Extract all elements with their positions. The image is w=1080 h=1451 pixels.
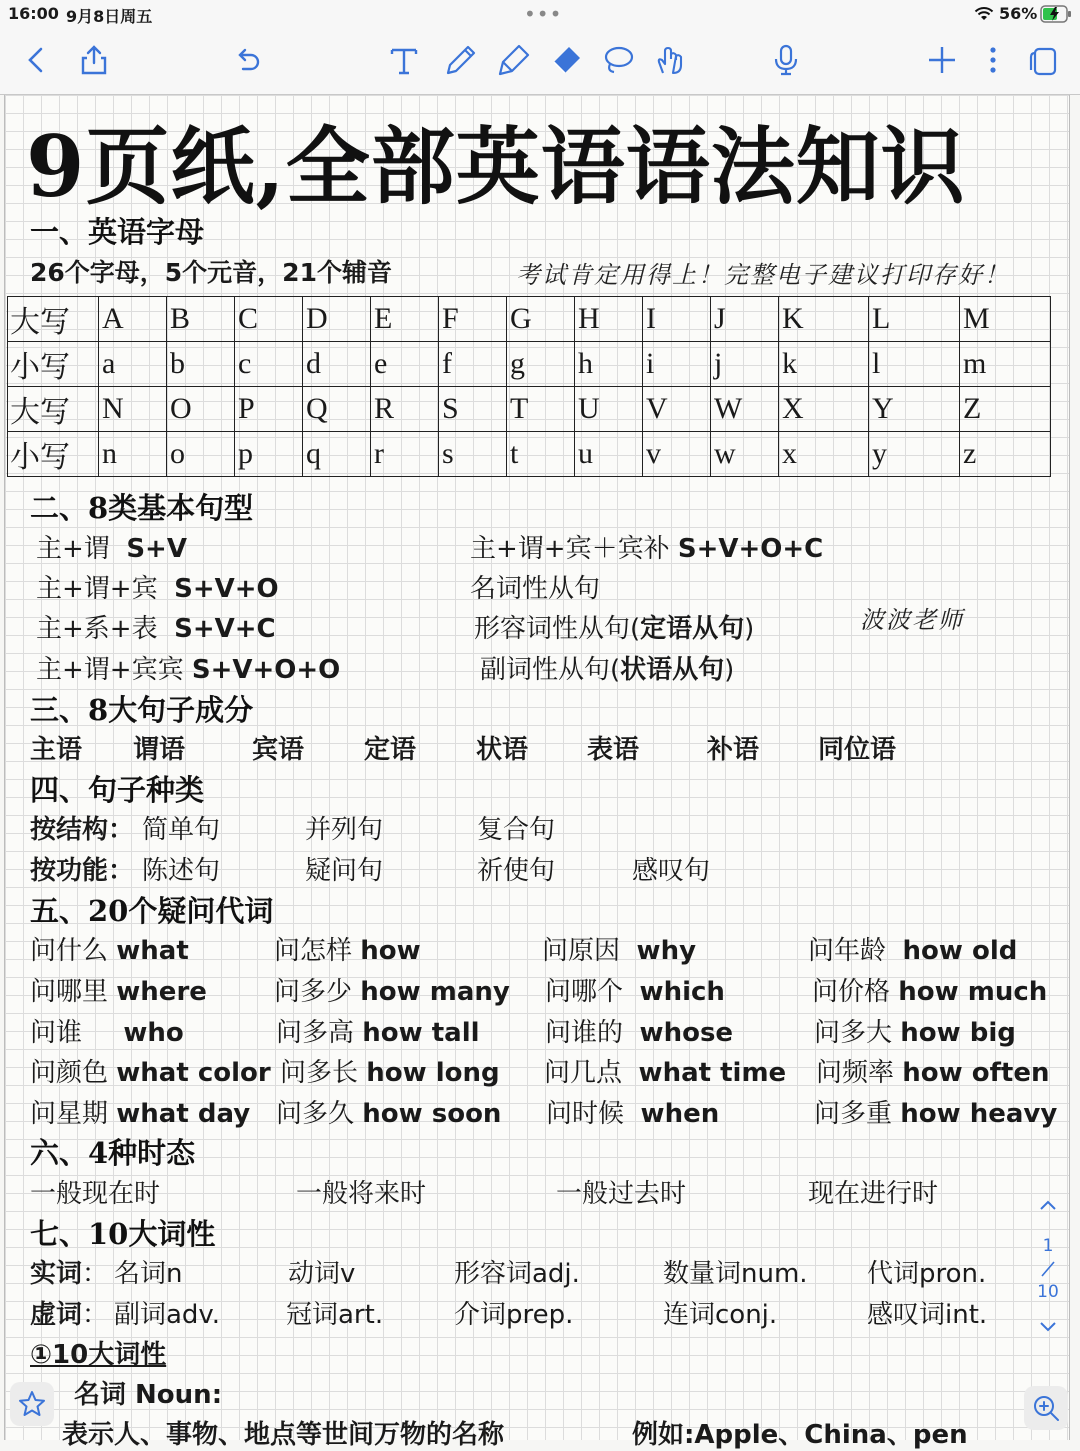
letter-cell: r — [371, 432, 439, 477]
letter-cell: u — [575, 432, 643, 477]
section-sentence-patterns-heading: 二、8类基本句型 — [30, 491, 254, 525]
interrogative-cn: 问多高 — [276, 1018, 355, 1048]
lasso-icon — [601, 43, 635, 77]
section-alphabet-heading: 一、英语字母 — [30, 215, 205, 249]
interrogative-item — [545, 971, 725, 1008]
table-row — [8, 297, 1051, 342]
letter-cell: v — [643, 432, 711, 477]
pattern-cn: 副词性从句( — [480, 655, 621, 685]
letter-cell: p — [235, 432, 303, 477]
interrogative-item — [276, 1093, 501, 1130]
section-sentence-components-heading: 三、8大句子成分 — [30, 693, 254, 727]
alphabet-subtitle: 26个字母，5个元音，21个辅音 — [30, 258, 392, 287]
letter-cell: Y — [869, 387, 960, 432]
interrogative-en: who — [123, 1018, 184, 1048]
pattern-item — [480, 649, 734, 686]
letter-cell: O — [167, 387, 235, 432]
interrogative-en: how old — [902, 936, 1018, 966]
letter-cell: N — [99, 387, 167, 432]
interrogative-cn: 问几点 — [544, 1058, 623, 1088]
pattern-cn: 名词性从句 — [470, 574, 601, 604]
interrogative-cn: 问多大 — [814, 1018, 893, 1048]
letter-cell: m — [960, 342, 1051, 387]
component-item: 主语 — [30, 735, 83, 765]
letter-cell: X — [779, 387, 869, 432]
share-icon — [77, 43, 111, 77]
interrogative-en: how — [360, 936, 421, 966]
star-icon — [17, 1389, 47, 1419]
favorite-button[interactable] — [10, 1382, 54, 1426]
letter-cell: e — [371, 342, 439, 387]
sentence-type: 祈使句 — [477, 856, 556, 886]
letter-cell: I — [643, 297, 711, 342]
interrogative-cn: 问多长 — [280, 1058, 359, 1088]
interrogative-item — [30, 930, 189, 967]
part-of-speech: 代词pron. — [867, 1259, 987, 1289]
select-hand-icon — [653, 43, 687, 77]
page-divider-icon — [1038, 1260, 1058, 1278]
add-button[interactable] — [924, 42, 960, 78]
sentence-type: 并列句 — [305, 815, 384, 845]
sentence-type: 疑问句 — [305, 856, 384, 886]
interrogative-en: how heavy — [900, 1099, 1058, 1129]
letter-cell: R — [371, 387, 439, 432]
noun-example — [632, 1414, 968, 1451]
letter-cell: k — [779, 342, 869, 387]
select-hand-button[interactable] — [652, 42, 688, 78]
author-signature: 波波老师 — [860, 606, 964, 634]
letter-cell: C — [235, 297, 303, 342]
undo-icon — [231, 43, 265, 77]
letter-cell: d — [303, 342, 371, 387]
letter-cell: n — [99, 432, 167, 477]
letter-cell: G — [507, 297, 575, 342]
part-of-speech: 形容词adj. — [454, 1259, 580, 1289]
more-button[interactable] — [975, 42, 1011, 78]
letter-cell: M — [960, 297, 1051, 342]
letter-cell: P — [235, 387, 303, 432]
function-words-label: 虚词： — [30, 1300, 109, 1330]
letter-cell: g — [507, 342, 575, 387]
tense-item: 一般过去时 — [556, 1179, 687, 1209]
by-structure-label: 按结构： — [30, 815, 135, 845]
component-item: 表语 — [587, 735, 640, 765]
interrogative-en: which — [639, 977, 725, 1007]
row-label: 小写 — [8, 342, 99, 387]
pattern-en: S+V+C — [174, 614, 276, 644]
letter-cell: b — [167, 342, 235, 387]
pen-tool-button[interactable] — [443, 42, 479, 78]
by-function-label: 按功能： — [30, 856, 135, 886]
noun-example-text: 例如:Apple、China、pen — [632, 1420, 968, 1450]
interrogative-cn: 问谁的 — [545, 1018, 624, 1048]
letter-cell: o — [167, 432, 235, 477]
letter-cell: T — [507, 387, 575, 432]
chevron-down-icon[interactable] — [1039, 1320, 1057, 1334]
interrogative-en: why — [636, 936, 697, 966]
tense-item: 现在进行时 — [808, 1179, 939, 1209]
interrogative-cn: 问多少 — [274, 977, 353, 1007]
interrogative-cn: 问多久 — [276, 1099, 355, 1129]
chevron-up-icon[interactable] — [1039, 1198, 1057, 1212]
interrogative-cn: 问什么 — [30, 936, 109, 966]
function-label-text: 虚词 — [30, 1300, 83, 1330]
interrogative-en: how tall — [362, 1018, 480, 1048]
letter-cell: F — [439, 297, 507, 342]
table-row — [8, 342, 1051, 387]
letter-cell: j — [711, 342, 779, 387]
letter-cell: U — [575, 387, 643, 432]
interrogative-en: how many — [360, 977, 510, 1007]
part-of-speech: 动词v — [288, 1259, 356, 1289]
letter-cell: h — [575, 342, 643, 387]
pattern-en: S+V+O+O — [191, 655, 341, 685]
part-of-speech: 介词prep. — [454, 1300, 574, 1330]
letter-cell: Z — [960, 387, 1051, 432]
interrogative-item — [30, 1093, 250, 1130]
content-label-text: 实词 — [30, 1259, 83, 1289]
pattern-en: S+V+O — [174, 574, 279, 604]
interrogative-en: how long — [366, 1058, 500, 1088]
component-item: 宾语 — [252, 735, 305, 765]
component-item: 定语 — [364, 735, 417, 765]
part-of-speech: 冠词art. — [286, 1300, 384, 1330]
letter-cell: K — [779, 297, 869, 342]
pattern-item — [470, 568, 600, 605]
status-bar — [0, 0, 1080, 28]
microphone-button[interactable] — [768, 42, 804, 78]
interrogative-item — [542, 930, 696, 967]
letter-cell: S — [439, 387, 507, 432]
interrogative-item — [276, 1012, 480, 1049]
zoom-button[interactable] — [1024, 1386, 1068, 1430]
back-button[interactable] — [18, 42, 54, 78]
section-tenses-heading: 六、4种时态 — [30, 1136, 196, 1170]
alphabet-table — [7, 296, 1051, 477]
pattern-cn: 形容词性从句( — [474, 614, 641, 644]
interrogative-cn: 问频率 — [816, 1058, 895, 1088]
interrogative-item — [812, 971, 1047, 1008]
letter-cell: c — [235, 342, 303, 387]
sub-heading-parts-of-speech: ①10大词性 — [30, 1340, 167, 1370]
back-icon — [19, 43, 53, 77]
page-navigator[interactable] — [1030, 1190, 1066, 1340]
pattern-cn: 主+系+表 — [36, 614, 158, 644]
interrogative-cn: 问多重 — [814, 1099, 893, 1129]
interrogative-cn: 问哪里 — [30, 977, 109, 1007]
interrogative-en: how big — [900, 1018, 1016, 1048]
pattern-item — [470, 528, 823, 565]
page-title: 9页纸,全部英语语法知识 — [26, 117, 966, 216]
section-interrogatives-heading: 五、20个疑问代词 — [30, 894, 274, 928]
interrogative-cn: 问谁 — [30, 1018, 83, 1048]
interrogative-en: when — [640, 1099, 720, 1129]
letter-cell: E — [371, 297, 439, 342]
pattern-item — [36, 528, 187, 565]
sentence-type: 复合句 — [477, 815, 556, 845]
status-date: 9月8日周五 — [66, 7, 153, 26]
letter-cell: l — [869, 342, 960, 387]
letter-cell: Q — [303, 387, 371, 432]
pattern-en: 状语从句 — [620, 655, 725, 685]
microphone-icon — [769, 43, 803, 77]
row-label: 大写 — [8, 387, 99, 432]
letter-cell: f — [439, 342, 507, 387]
pattern-cn: 主+谓+宾宾 — [36, 655, 184, 685]
tense-item: 一般将来时 — [296, 1179, 427, 1209]
pattern-tail: ) — [744, 614, 755, 644]
interrogative-item — [30, 1052, 271, 1089]
highlighter-tool-button[interactable] — [496, 42, 532, 78]
undo-button[interactable] — [230, 42, 266, 78]
pattern-en: S+V+O+C — [677, 534, 824, 564]
letter-cell: a — [99, 342, 167, 387]
letter-cell: V — [643, 387, 711, 432]
interrogative-cn: 问星期 — [30, 1099, 109, 1129]
interrogative-item — [30, 971, 207, 1008]
part-of-speech: 数量词num. — [663, 1259, 808, 1289]
letter-cell: J — [711, 297, 779, 342]
table-row — [8, 387, 1051, 432]
interrogative-en: whose — [639, 1018, 734, 1048]
component-item: 补语 — [707, 735, 760, 765]
zoom-in-icon — [1031, 1393, 1061, 1423]
multitask-dots-icon[interactable]: ••• — [524, 2, 563, 26]
letter-cell: B — [167, 297, 235, 342]
text-tool-button[interactable] — [386, 42, 422, 78]
interrogative-item — [808, 930, 1017, 967]
handwritten-note: 考试肯定用得上！完整电子建议打印存好！ — [516, 261, 1010, 289]
interrogative-item — [544, 1052, 786, 1089]
component-item: 状语 — [476, 735, 529, 765]
row-label: 大写 — [8, 297, 99, 342]
pattern-item — [36, 608, 276, 645]
interrogative-en: how often — [902, 1058, 1050, 1088]
letter-cell: y — [869, 432, 960, 477]
interrogative-cn: 问哪个 — [545, 977, 624, 1007]
letter-cell: W — [711, 387, 779, 432]
sentence-type: 陈述句 — [142, 856, 221, 886]
battery-charging-icon — [1040, 5, 1072, 23]
pattern-item — [474, 608, 754, 645]
letter-cell: w — [711, 432, 779, 477]
eraser-icon — [549, 43, 583, 77]
pattern-cn: 主+谓 — [36, 534, 110, 564]
letter-cell: q — [303, 432, 371, 477]
letter-cell: x — [779, 432, 869, 477]
interrogative-cn: 问颜色 — [30, 1058, 109, 1088]
highlighter-icon — [497, 43, 531, 77]
wifi-icon — [974, 6, 994, 22]
letter-cell: A — [99, 297, 167, 342]
battery-percent: 56% — [999, 4, 1038, 23]
noun-heading: 名词 Noun: — [74, 1380, 223, 1410]
interrogative-cn: 问原因 — [542, 936, 621, 966]
pattern-item — [36, 649, 340, 686]
pattern-en: S+V — [126, 534, 187, 564]
letter-cell: L — [869, 297, 960, 342]
pattern-cn: 主+谓+宾 — [36, 574, 158, 604]
share-button[interactable] — [76, 42, 112, 78]
part-of-speech: 感叹词int. — [867, 1300, 988, 1330]
section-parts-of-speech-heading: 七、10大词性 — [30, 1217, 216, 1251]
interrogative-cn: 问年龄 — [808, 936, 887, 966]
row-label: 小写 — [8, 432, 99, 477]
interrogative-cn: 问价格 — [812, 977, 891, 1007]
current-page: 1 — [1042, 1236, 1054, 1256]
pattern-tail: ) — [724, 655, 735, 685]
interrogative-cn: 问时候 — [546, 1099, 625, 1129]
letter-cell: z — [960, 432, 1051, 477]
status-time: 16:00 — [8, 4, 59, 23]
component-item: 谓语 — [133, 735, 186, 765]
text-tool-icon — [387, 43, 421, 77]
pen-icon — [444, 43, 478, 77]
section-sentence-types-heading: 四、句子种类 — [30, 773, 205, 807]
lasso-tool-button[interactable] — [600, 42, 636, 78]
total-pages: 10 — [1037, 1282, 1059, 1302]
interrogative-en: how much — [898, 977, 1048, 1007]
pages-icon — [1027, 43, 1061, 77]
interrogative-item — [545, 1012, 733, 1049]
interrogative-item — [280, 1052, 500, 1089]
tense-item: 一般现在时 — [30, 1179, 161, 1209]
pages-button[interactable] — [1026, 42, 1062, 78]
eraser-tool-button[interactable] — [548, 42, 584, 78]
more-icon — [976, 43, 1010, 77]
interrogative-cn: 问怎样 — [274, 936, 353, 966]
content-words-label: 实词： — [30, 1259, 109, 1289]
letter-cell: D — [303, 297, 371, 342]
part-of-speech: 名词n — [114, 1259, 183, 1289]
interrogative-item — [814, 1093, 1057, 1130]
pattern-cn: 主+谓+宾＋宾补 — [470, 534, 670, 564]
interrogative-en: what time — [638, 1058, 787, 1088]
interrogative-item — [816, 1052, 1049, 1089]
part-of-speech: 副词adv. — [114, 1300, 221, 1330]
letter-cell: s — [439, 432, 507, 477]
add-icon — [925, 43, 959, 77]
table-row — [8, 432, 1051, 477]
interrogative-en: what — [116, 936, 189, 966]
interrogative-item — [30, 1012, 184, 1049]
part-of-speech: 连词conj. — [663, 1300, 778, 1330]
note-toolbar — [0, 28, 1080, 95]
pattern-item — [36, 568, 279, 605]
interrogative-en: what day — [116, 1099, 251, 1129]
interrogative-en: what color — [116, 1058, 271, 1088]
interrogative-en: how soon — [362, 1099, 502, 1129]
sentence-type: 感叹句 — [632, 856, 711, 886]
interrogative-en: where — [116, 977, 207, 1007]
letter-cell: i — [643, 342, 711, 387]
pattern-en: 定语从句 — [640, 614, 745, 644]
component-item: 同位语 — [818, 735, 897, 765]
interrogative-item — [274, 971, 510, 1008]
sentence-type: 简单句 — [142, 815, 221, 845]
noun-description: 表示人、事物、地点等世间万物的名称 — [62, 1420, 505, 1450]
interrogative-item — [274, 930, 421, 967]
letter-cell: H — [575, 297, 643, 342]
interrogative-item — [546, 1093, 719, 1130]
interrogative-item — [814, 1012, 1016, 1049]
letter-cell: t — [507, 432, 575, 477]
